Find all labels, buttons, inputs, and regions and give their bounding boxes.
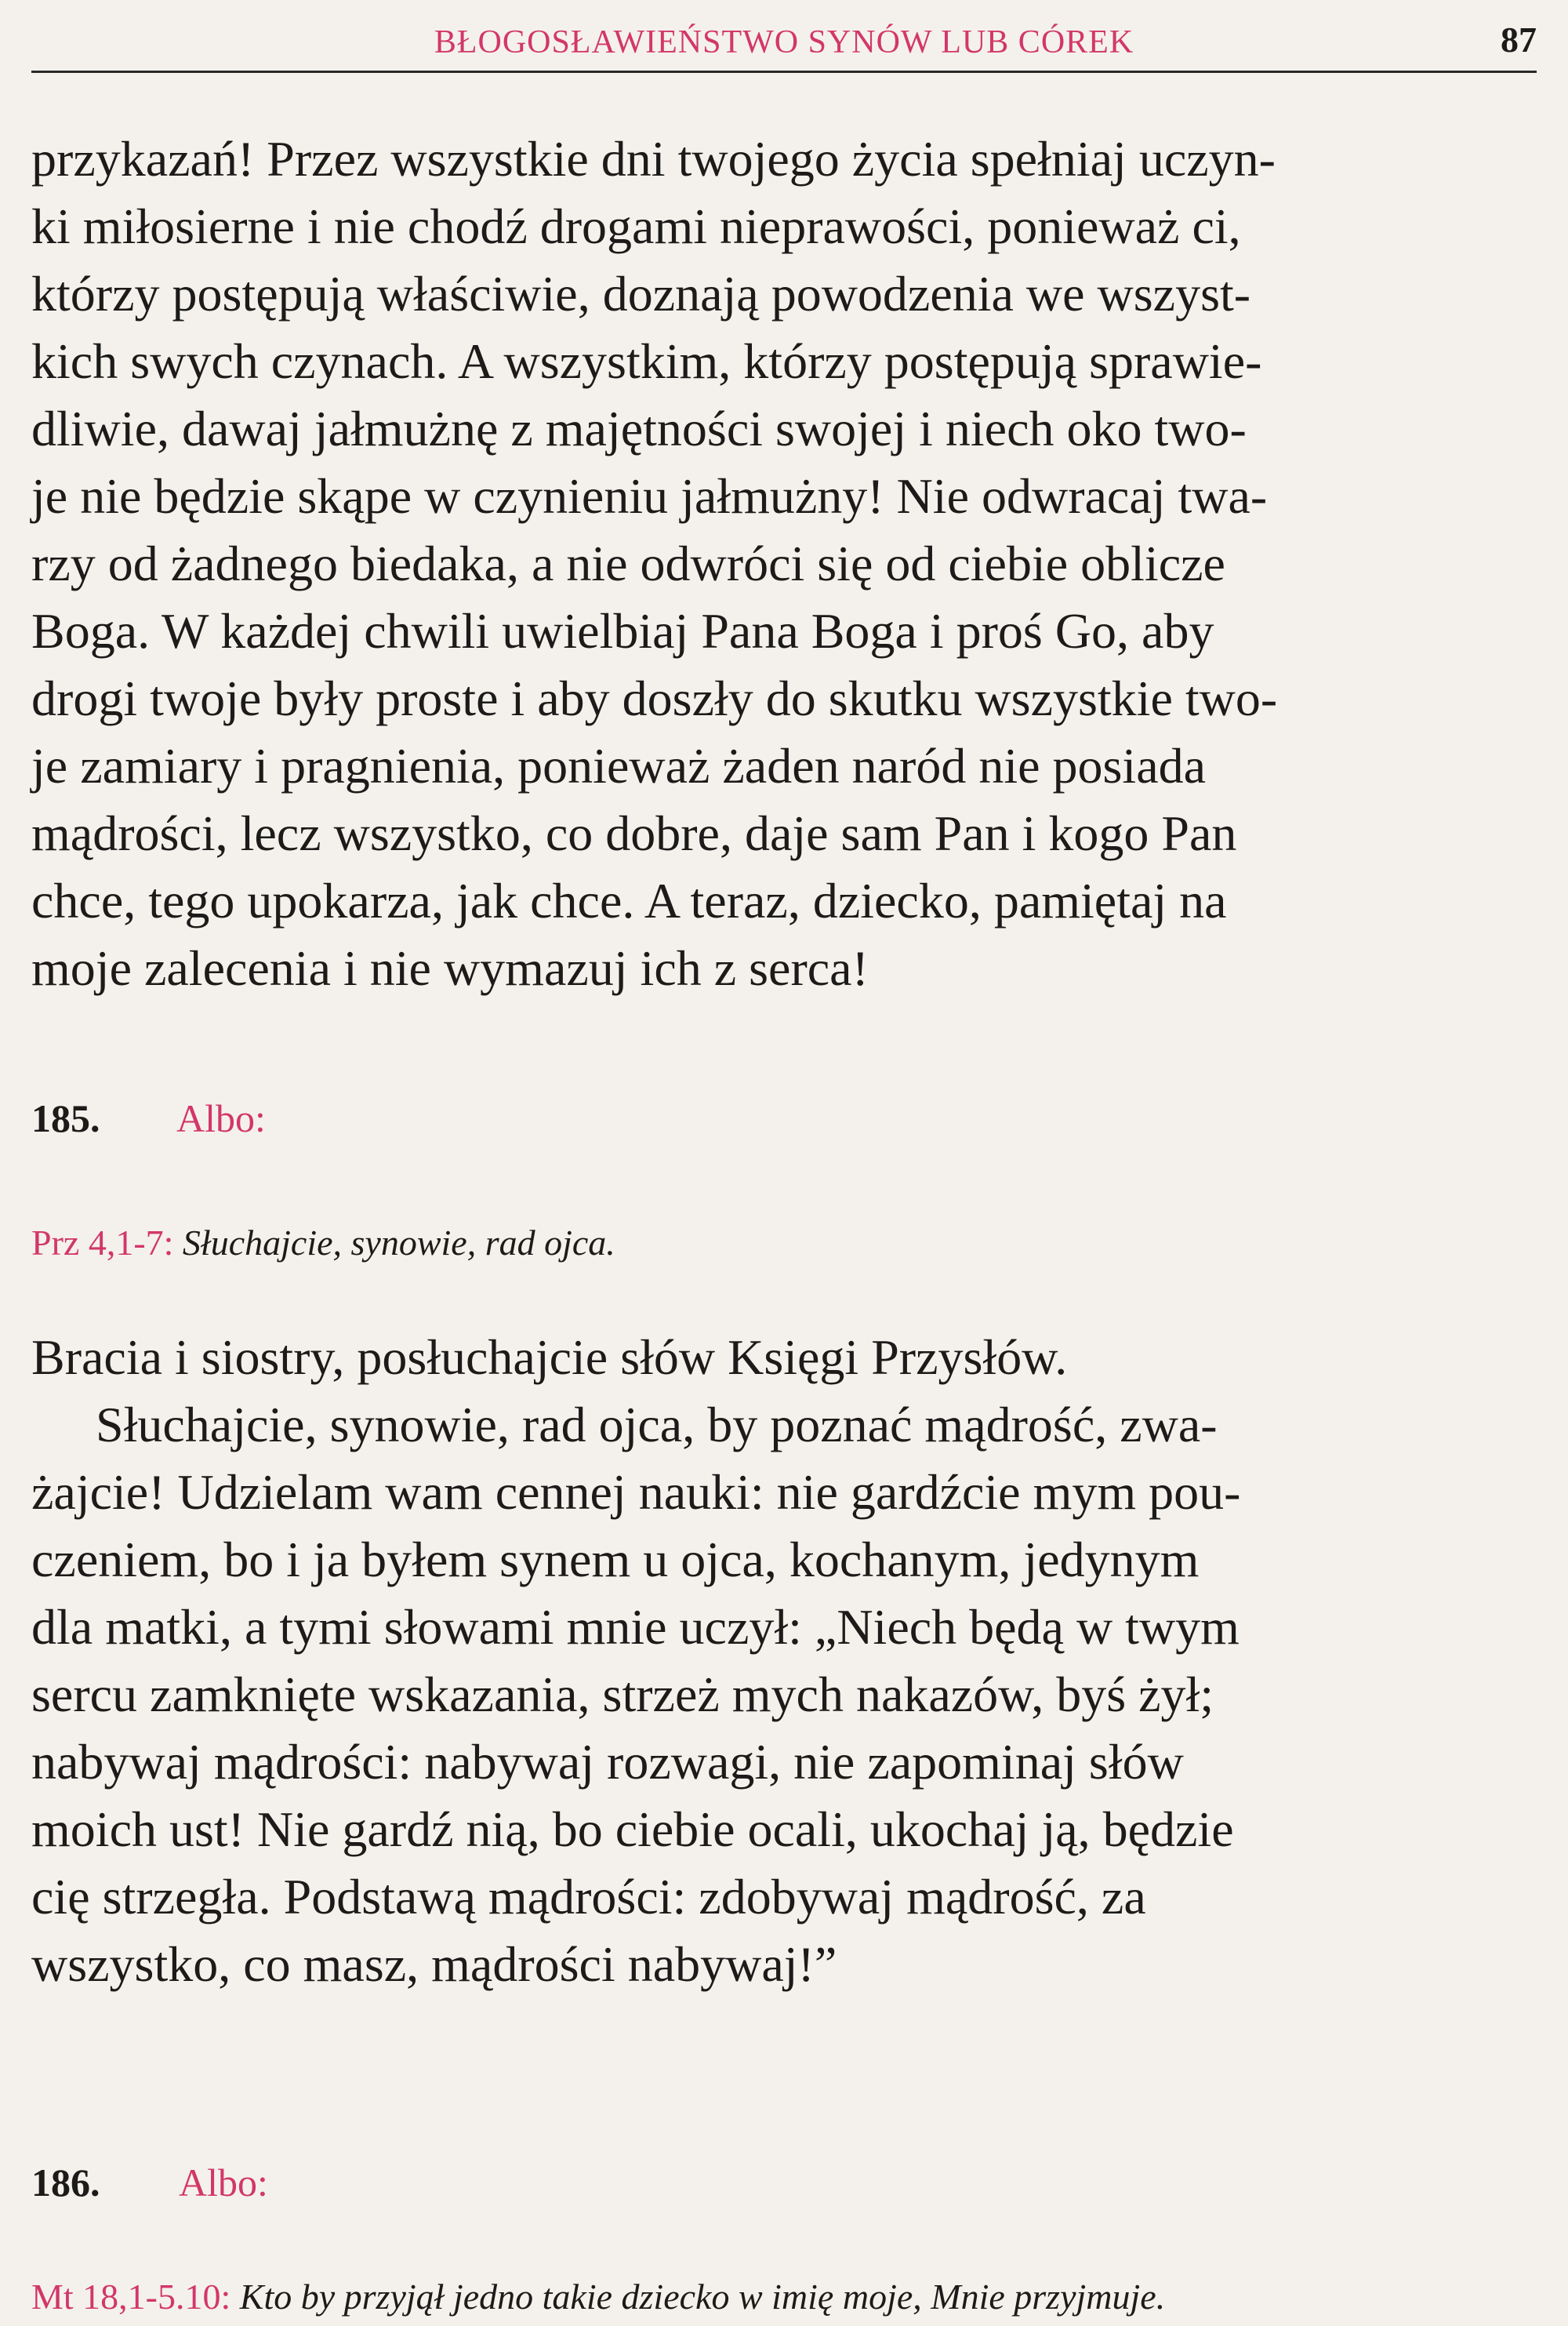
text-line: Słuchajcie, synowie, rad ojca, by poznać mądrość, zwa-	[96, 1397, 1218, 1452]
text-line: je zamiary i pragnienia, ponieważ żaden naród nie posiada	[31, 738, 1206, 794]
citation-text: Kto by przyjął jedno takie dziecko w imię moje, Mnie przyjmuje.	[239, 2277, 1166, 2317]
text-line: moje zalecenia i nie wymazuj ich z serca!	[31, 940, 869, 996]
reading-text	[31, 1324, 1560, 1998]
text-line: cię strzegła. Podstawą mądrości: zdobywaj mądrość, za	[31, 1869, 1146, 1924]
text-line: je nie będzie skąpe w czynieniu jałmużny! Nie odwracaj twa-	[31, 468, 1268, 524]
text-line: rzy od żadnego biedaka, a nie odwróci się od ciebie oblicze	[31, 536, 1225, 591]
text-line: czeniem, bo i ja byłem synem u ojca, kochanym, jedynym	[31, 1532, 1200, 1587]
text-line: chce, tego upokarza, jak chce. A teraz, dziecko, pamiętaj na	[31, 873, 1227, 929]
text-line: dla matki, a tymi słowami mnie uczył: „Niech będą w twym	[31, 1599, 1240, 1655]
text-line: dliwie, dawaj jałmużnę z majętności swojej i niech oko two-	[31, 401, 1247, 456]
text-line: moich ust! Nie gardź nią, bo ciebie ocali, ukochaj ją, będzie	[31, 1801, 1234, 1857]
text-line: żajcie! Udzielam wam cennej nauki: nie gardźcie mym pou-	[31, 1464, 1241, 1520]
text-line: Bracia i siostry, posłuchajcie słów Księgi Przysłów.	[31, 1329, 1068, 1385]
section-number-185: 185.	[31, 1096, 100, 1140]
citation-text: Słuchajcie, synowie, rad ojca.	[182, 1223, 615, 1263]
scripture-reference: Prz 4,1-7:	[31, 1223, 174, 1263]
section-number-186: 186.	[31, 2161, 100, 2204]
scripture-reference: Mt 18,1-5.10:	[31, 2277, 231, 2317]
text-line: sercu zamknięte wskazania, strzeż mych nakazów, byś żył;	[31, 1666, 1214, 1722]
running-header	[31, 16, 1537, 73]
text-line: drogi twoje były proste i aby doszły do skutku wszystkie two-	[31, 671, 1278, 726]
text-line: mądrości, lecz wszystko, co dobre, daje sam Pan i kogo Pan	[31, 805, 1237, 861]
text-line: nabywaj mądrości: nabywaj rozwagi, nie zapominaj słów	[31, 1734, 1184, 1790]
text-line: przykazań! Przez wszystkie dni twojego życia spełniaj uczyn-	[31, 131, 1276, 187]
text-line: ki miłosierne i nie chodź drogami nieprawości, ponieważ ci,	[31, 198, 1241, 254]
text-line: wszystko, co masz, mądrości nabywaj!”	[31, 1936, 837, 1992]
scripture-citation-186	[31, 2276, 1165, 2317]
text-line: Boga. W każdej chwili uwielbiaj Pana Boga i proś Go, aby	[31, 603, 1214, 659]
scripture-citation-185	[31, 1222, 615, 1263]
running-title: BŁOGOSŁAWIEŃSTWO SYNÓW LUB CÓREK	[434, 24, 1134, 60]
paragraph-continuation	[31, 125, 1560, 1002]
text-line: kich swych czynach. A wszystkim, którzy postępują sprawie-	[31, 333, 1262, 389]
section-label-186: Albo:	[179, 2161, 268, 2204]
page-number: 87	[1501, 20, 1537, 60]
section-label-185: Albo:	[176, 1096, 266, 1140]
text-line: którzy postępują właściwie, doznają powodzenia we wszyst-	[31, 266, 1251, 322]
